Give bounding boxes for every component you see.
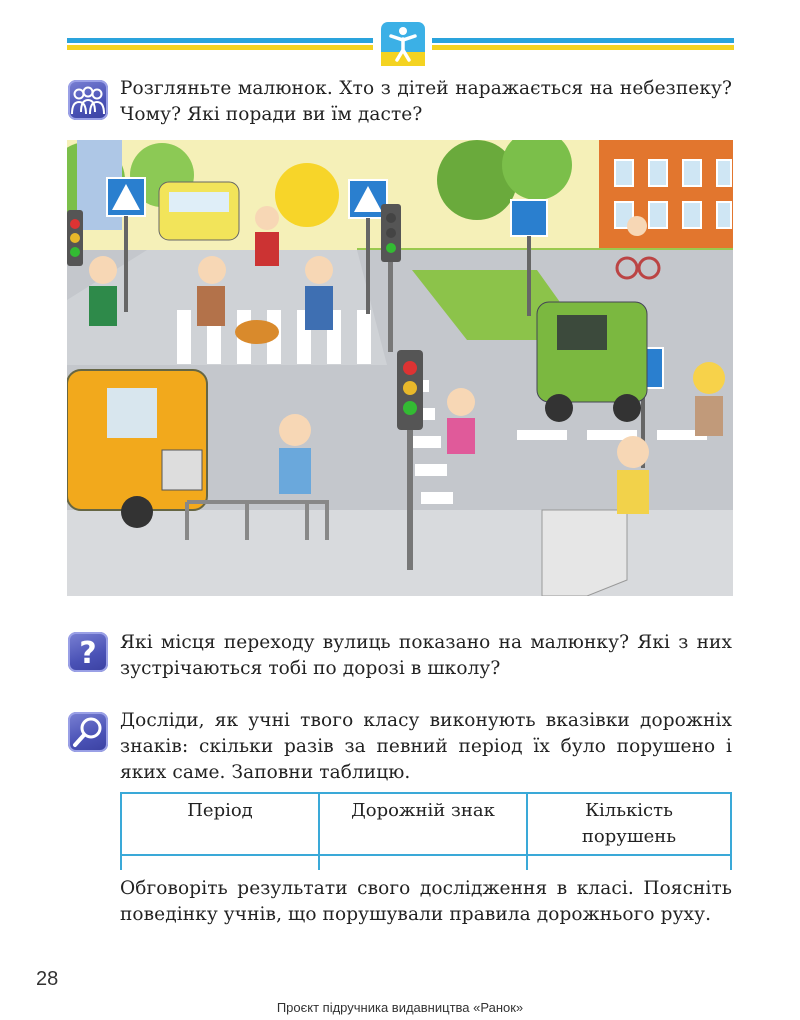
results-table	[120, 792, 732, 870]
street-illustration	[67, 140, 733, 596]
section2-text: Які місця переходу вулиць показано на малюнку? Які з них зустрічаються тобі по дорозі в школу?	[120, 632, 732, 679]
pedestrian-icon	[381, 22, 425, 66]
header-stripe-blue-right	[432, 38, 734, 43]
table-header-sign: Дорожній знак	[319, 793, 527, 855]
group-discussion-icon	[68, 80, 108, 120]
table-row	[121, 855, 731, 870]
question-icon	[68, 632, 108, 672]
header-stripe-yellow-right	[432, 45, 734, 50]
svg-text:?: ?	[79, 636, 97, 671]
section1-text: Розгляньте малюнок. Хто з дітей наражається на небезпеку? Чому? Які поради ви їм дасте?	[120, 78, 732, 125]
table-cell-count[interactable]	[527, 855, 731, 870]
task-discuss-text	[120, 76, 732, 128]
header-stripe-yellow-left	[67, 45, 373, 50]
page-number: 28	[36, 968, 59, 990]
magnifier-icon	[68, 712, 108, 752]
task-research-text	[120, 708, 732, 786]
section4-text: Обговоріть результати свого дослідження в класі. Поясніть поведінку учнів, що порушували правила дорожнього руху.	[120, 878, 732, 925]
table-cell-period[interactable]	[121, 855, 319, 870]
task-question-text	[120, 630, 732, 682]
table-cell-sign[interactable]	[319, 855, 527, 870]
section3-text: Досліди, як учні твого класу виконують вказівки дорожніх знаків: скільки разів за певний період їх було порушено і яких саме. Заповни таблицю.	[120, 710, 732, 783]
table-header-row	[121, 793, 731, 855]
table-header-period: Період	[121, 793, 319, 855]
header-stripe-blue-left	[67, 38, 373, 43]
table-header-count: Кількість порушень	[527, 793, 731, 855]
discussion-text	[120, 876, 732, 928]
footer-note: Проєкт підручника видавництва «Ранок»	[276, 1000, 524, 1015]
